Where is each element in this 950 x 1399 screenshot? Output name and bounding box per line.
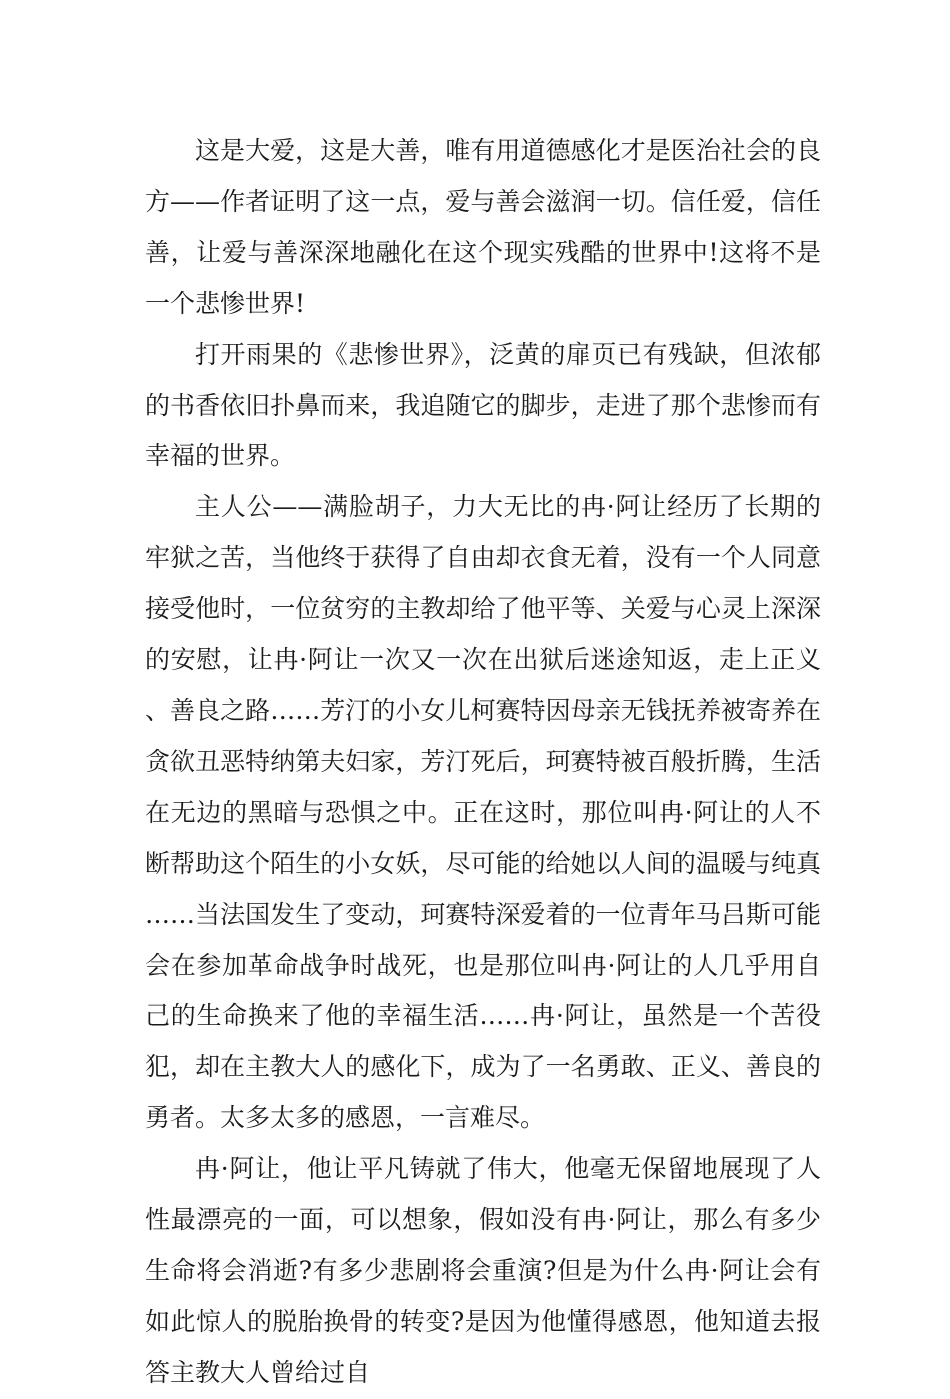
paragraph-opening-the-book: 打开雨果的《悲惨世界》，泛黄的扉页已有残缺，但浓郁的书香依旧扑鼻而来，我追随它的脚步，走进了那个悲惨而有幸福的世界。 (145, 339, 821, 471)
paragraph-love-and-kindness: 这是大爱，这是大善，唯有用道德感化才是医治社会的良方——作者证明了这一点，爱与善会滋润一切。信任爱，信任善，让爱与善深深地融化在这个现实残酷的世界中!这将不是一个悲惨世界! (145, 136, 821, 318)
paragraph-protagonist-story: 主人公——满脸胡子，力大无比的冉·阿让经历了长期的牢狱之苦，当他终于获得了自由却衣食无着，没有一个人同意接受他时，一位贫穷的主教却给了他平等、关爱与心灵上深深的安慰，让冉·阿让一次又一次在出狱后迷途知返，走上正义、善良之路……芳汀的小女儿柯赛特因母亲无钱抚养被寄养在贪欲丑恶特纳第夫妇家，芳汀死后，珂赛特被百般折腾，生活在无边的黑暗与恐惧之中。正在这时，那位叫冉·阿让的人不断帮助这个陌生的小女妖，尽可能的给她以人间的温暖与纯真……当法国发生了变动，珂赛特深爱着的一位青年马吕斯可能会在参加革命战争时战死，也是那位叫冉·阿让的人几乎用自己的生命换来了他的幸福生活……冉·阿让，虽然是一个苦役犯，却在主教大人的感化下，成为了一名勇敢、正义、善良的勇者。太多太多的感恩，一言难尽。 (145, 492, 821, 1133)
document-body (145, 126, 821, 1399)
paragraph-jean-valjean-greatness: 冉·阿让，他让平凡铸就了伟大，他毫无保留地展现了人性最漂亮的一面，可以想象，假如没有冉·阿让，那么有多少生命将会消逝?有多少悲剧将会重演?但是为什么冉·阿让会有如此惊人的脱胎换骨的转变?是因为他懂得感恩，他知道去报答主教大人曾给过自 (145, 1154, 821, 1387)
